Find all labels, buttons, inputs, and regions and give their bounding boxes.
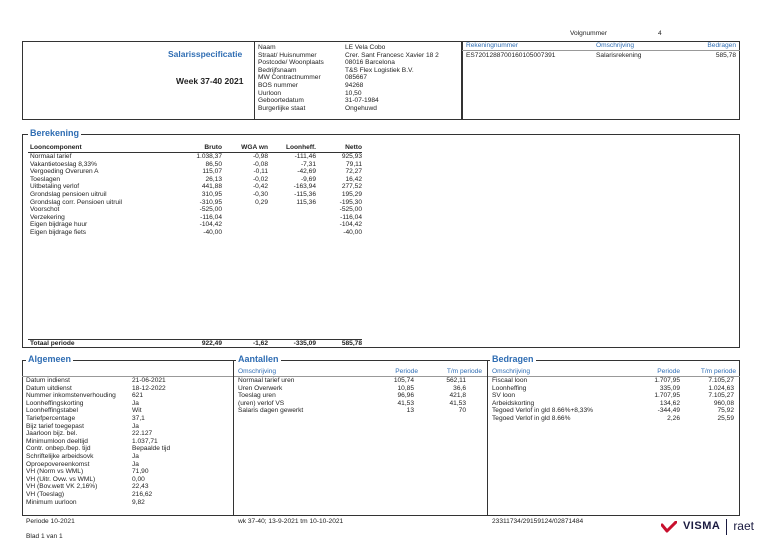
- aantallen-tm-cell: 70: [458, 407, 466, 415]
- col-loonheff: Loonheff.: [285, 144, 316, 151]
- bedragen-col-tm: T/m periode: [700, 368, 736, 375]
- bruto-cell: 1.038,37: [196, 153, 222, 160]
- bedragen-periode: [630, 377, 680, 423]
- algemeen-labels: [26, 377, 116, 506]
- bank-rekening: ES7201288700160105007391: [466, 52, 556, 59]
- bruto-cell: 86,50: [205, 160, 222, 168]
- algemeen-label: Datum indienst: [26, 377, 70, 384]
- bedragen-tm-cell: 960,08: [713, 399, 734, 407]
- netto-cell: -104,42: [339, 221, 362, 229]
- bank-header-line: [462, 50, 740, 51]
- algemeen-label: Loonheffingskorting: [26, 399, 84, 407]
- algemeen-value: Ja: [132, 452, 139, 460]
- totaal-label: Totaal periode: [30, 340, 75, 347]
- wga-cell: -0,08: [252, 160, 268, 168]
- bank-col-omschrijving: Omschrijving: [596, 42, 635, 49]
- label-uurloon: Uurloon: [258, 89, 282, 97]
- wga-cell: -0,42: [252, 183, 268, 191]
- berekening-title: Berekening: [30, 128, 80, 138]
- loonheff-cell: -115,36: [294, 190, 316, 198]
- netto-cell: -195,30: [339, 198, 362, 206]
- visma-check-icon: [661, 521, 677, 533]
- netto-cell: 277,52: [341, 183, 362, 191]
- algemeen-label: Nummer inkomstenverhouding: [26, 392, 116, 400]
- aantallen-row: (uren) verlof VS: [238, 399, 285, 407]
- aantallen-col-omschrijving: Omschrijving: [238, 368, 277, 375]
- logo-raet-text: raet: [733, 519, 754, 534]
- loonheff-cell: 115,36: [296, 198, 316, 206]
- algemeen-title: Algemeen: [28, 354, 72, 364]
- loonheff-cell: -7,31: [300, 160, 316, 168]
- footer-code: 23311734/29159124/02871484: [492, 518, 584, 525]
- wga-cell: 0,29: [255, 198, 268, 206]
- label-postcode: Postcode/ Woonplaats: [258, 59, 324, 67]
- bedragen-col-periode: Periode: [657, 368, 680, 375]
- algemeen-value: 22,43: [132, 483, 149, 491]
- bruto-cell: -525,00: [199, 206, 222, 214]
- col-bruto: Bruto: [204, 144, 222, 151]
- totaal-loonheff: -335,09: [293, 340, 316, 347]
- volgnummer-label: Volgnummer: [570, 30, 608, 37]
- footer-wk: wk 37-40; 13-9-2021 tm 10-10-2021: [238, 518, 344, 525]
- algemeen-label: Schriftelijke arbeidsovk: [26, 452, 94, 460]
- bedragen-tm-cell: 25,59: [717, 414, 734, 422]
- loonheff-cell: -163,94: [293, 183, 316, 191]
- bedragen-row: Fiscaal loon: [492, 377, 528, 384]
- aantallen-periode-cell: 105,74: [393, 377, 414, 384]
- aantallen-periode-cell: 13: [406, 407, 414, 415]
- totaal-bruto: 922,49: [201, 340, 222, 347]
- algemeen-label: Loonheffingstabel: [26, 407, 78, 415]
- aantallen-periode-cell: 96,96: [397, 392, 414, 400]
- bedragen-tm-cell: 75,92: [717, 407, 734, 415]
- component-row: Verzekering: [30, 213, 65, 221]
- netto-cell: 195,29: [341, 190, 362, 198]
- algemeen-label: VH (Norm vs WML): [26, 468, 84, 476]
- berekening-box: [22, 134, 740, 348]
- col-wga: WGA wn: [241, 144, 268, 151]
- value-postcode: 08016 Barcelona: [345, 59, 395, 67]
- aantallen-tm: [424, 377, 466, 415]
- component-row: Eigen bijdrage huur: [30, 221, 88, 229]
- bedragen-col-omschrijving: Omschrijving: [492, 368, 531, 375]
- bedragen-periode-cell: 134,62: [659, 399, 680, 407]
- berekening-components: [30, 153, 122, 237]
- bedragen-tm-cell: 7.105,27: [708, 392, 734, 400]
- algemeen-label: Bijz tarief toegepast: [26, 422, 84, 430]
- loonheff-cell: -111,46: [294, 153, 316, 160]
- bedragen-tm: [684, 377, 734, 423]
- bank-bedrag: 585,78: [715, 52, 736, 59]
- visma-raet-logo: [661, 518, 754, 536]
- algemeen-value: Ja: [132, 460, 139, 468]
- aantallen-periode: [372, 377, 414, 415]
- divider-2: [487, 360, 488, 516]
- netto-cell: 925,93: [341, 153, 362, 160]
- bedragen-row: Loonheffing: [492, 384, 527, 392]
- algemeen-label: Minimumloon deeltijd: [26, 437, 88, 445]
- aantallen-tm-cell: 421,8: [449, 392, 466, 400]
- value-burgerlijk: Ongehuwd: [345, 104, 377, 112]
- label-bedrijf: Bedrijfsnaam: [258, 66, 297, 74]
- netto-cell: -40,00: [343, 228, 362, 236]
- bedragen-row: Tegoed Verlof in gld 8.66%: [492, 414, 571, 422]
- bruto-cell: -116,04: [200, 213, 222, 221]
- label-geboorte: Geboortedatum: [258, 97, 304, 105]
- bedragen-periode-cell: 1.707,95: [654, 377, 680, 384]
- wga-cell: -0,98: [252, 153, 268, 160]
- label-bos: BOS nummer: [258, 81, 298, 89]
- bedragen-row: Arbeidskorting: [492, 399, 535, 407]
- totaal-wga: -1,62: [252, 340, 268, 347]
- algemeen-value: 0,00: [132, 475, 145, 483]
- algemeen-value: 22.127: [132, 430, 153, 438]
- value-bedrijf: T&S Flex Logistiek B.V.: [345, 66, 414, 74]
- bruto-cell: 310,95: [201, 190, 222, 198]
- bedragen-row: SV loon: [492, 392, 516, 400]
- aantallen-col-periode: Periode: [395, 368, 418, 375]
- bank-omschrijving: Salarisrekening: [596, 52, 642, 59]
- component-row: Normaal tarief: [30, 153, 72, 160]
- bruto-cell: 115,07: [202, 168, 222, 176]
- bedragen-periode-cell: 335,09: [659, 384, 680, 392]
- algemeen-value: 71,90: [132, 468, 149, 476]
- loonheff-cell: -9,69: [300, 175, 316, 183]
- bedragen-rows: [492, 377, 593, 423]
- header-labels: [258, 44, 324, 112]
- algemeen-label: Oproepovereenkomst: [26, 460, 90, 468]
- wga-cell: -0,30: [252, 190, 268, 198]
- component-row: Grondslag pensioen uitruil: [30, 190, 107, 198]
- component-row: Uitbetaling verlof: [30, 183, 80, 191]
- bank-col-bedragen: Bedragen: [707, 42, 736, 49]
- algemeen-label: VH (Uitr. Ovw. vs WML): [26, 475, 96, 483]
- wga-values: [226, 153, 268, 206]
- bruto-cell: -310,95: [199, 198, 222, 206]
- aantallen-tm-cell: 36,6: [453, 384, 466, 392]
- algemeen-value: Wit: [132, 407, 142, 415]
- col-looncomponent: Looncomponent: [30, 144, 82, 151]
- algemeen-value: 216,62: [132, 490, 153, 498]
- bedragen-periode-cell: 2,26: [667, 414, 680, 422]
- label-straat: Straat/ Huisnummer: [258, 51, 317, 59]
- algemeen-value: Bepaalde tijd: [132, 445, 171, 453]
- wga-cell: -0,11: [253, 168, 268, 176]
- header-divider: [254, 41, 255, 120]
- aantallen-row: Uren Overwerk: [238, 384, 283, 392]
- week-label: Week 37-40 2021: [176, 76, 244, 86]
- wga-cell: -0,02: [252, 175, 268, 183]
- aantallen-rows: [238, 377, 303, 415]
- value-geboorte: 31-07-1984: [345, 97, 379, 105]
- algemeen-value: 621: [132, 392, 144, 400]
- algemeen-label: Jaarloon bijz. bel.: [26, 430, 78, 438]
- logo-visma-text: VISMA: [682, 520, 721, 533]
- algemeen-value: 18-12-2022: [132, 384, 166, 392]
- bruto-cell: -40,00: [203, 228, 222, 236]
- algemeen-value: Ja: [132, 399, 139, 407]
- component-row: Eigen bijdrage fiets: [30, 228, 87, 236]
- netto-cell: -525,00: [339, 206, 362, 214]
- bruto-cell: 441,88: [201, 183, 222, 191]
- netto-values: [320, 153, 362, 237]
- algemeen-label: Contr. onbep./bep. tijd: [26, 445, 91, 453]
- algemeen-value: 37,1: [132, 414, 145, 422]
- totaal-netto: 585,78: [341, 340, 362, 347]
- algemeen-value: Ja: [132, 422, 139, 430]
- bedragen-title: Bedragen: [492, 354, 534, 364]
- aantallen-periode-cell: 10,85: [397, 384, 414, 392]
- component-row: Voorschot: [30, 206, 60, 214]
- aantallen-row: Salaris dagen gewerkt: [238, 407, 304, 415]
- col-netto: Netto: [345, 144, 362, 151]
- loonheff-cell: -42,69: [297, 168, 316, 176]
- algemeen-label: Datum uitdienst: [26, 384, 72, 392]
- algemeen-label: Minimum uurloon: [26, 498, 77, 506]
- footer-blad: Blad 1 van 1: [26, 533, 63, 540]
- aantallen-row: Normaal tarief uren: [238, 377, 295, 384]
- bedragen-tm-cell: 7.105,27: [708, 377, 734, 384]
- label-contract: MW Contractnummer: [258, 74, 321, 82]
- loonheff-values: [274, 153, 316, 206]
- algemeen-value: 9,82: [132, 498, 145, 506]
- algemeen-label: VH (Toeslag): [26, 490, 65, 498]
- aantallen-title: Aantallen: [238, 354, 279, 364]
- component-row: Grondslag corr. Pensioen uitruil: [30, 198, 122, 206]
- value-bos: 94268: [345, 81, 364, 89]
- page-title: Salarisspecificatie: [168, 49, 243, 59]
- label-naam: Naam: [258, 44, 276, 51]
- bedragen-periode-cell: -344,49: [657, 407, 680, 415]
- algemeen-label: VH (Bov.wett VK 2,16%): [26, 483, 98, 491]
- component-row: Vakantietoeslag 8,33%: [30, 160, 97, 168]
- aantallen-tm-cell: 562,11: [446, 377, 466, 384]
- algemeen-values: [132, 377, 170, 506]
- volgnummer-value: 4: [658, 30, 662, 37]
- aantallen-tm-cell: 41,53: [449, 399, 466, 407]
- bruto-cell: 26,13: [205, 175, 222, 183]
- footer-periode: Periode 10-2021: [26, 518, 75, 525]
- algemeen-label: Tariefpercentage: [26, 414, 76, 422]
- bedragen-tm-cell: 1.024,63: [708, 384, 734, 392]
- netto-cell: 79,11: [345, 160, 362, 168]
- netto-cell: 16,42: [345, 175, 362, 183]
- netto-cell: 72,27: [345, 168, 362, 176]
- bedragen-row: Tegoed Verlof in gld 8.66%+8,33%: [492, 407, 593, 415]
- bruto-values: [170, 153, 222, 237]
- value-contract: 085667: [345, 74, 368, 82]
- value-straat: Crer. Sant Francesc Xavier 18 2: [345, 51, 439, 59]
- component-row: Vergoeding Overuren A: [30, 168, 99, 176]
- algemeen-value: 1.037,71: [132, 437, 158, 445]
- value-uurloon: 10,50: [345, 89, 362, 97]
- aantallen-periode-cell: 41,53: [397, 399, 414, 407]
- netto-cell: -116,04: [340, 213, 362, 221]
- bruto-cell: -104,42: [199, 221, 222, 229]
- divider-1: [233, 360, 234, 516]
- header-values: [345, 44, 439, 112]
- logo-separator: [726, 519, 727, 535]
- algemeen-value: 21-06-2021: [132, 377, 166, 384]
- label-burgerlijk: Burgerlijke staat: [258, 104, 306, 112]
- component-row: Toeslagen: [30, 175, 61, 183]
- value-naam: LE Vela Cobo: [345, 44, 386, 51]
- bedragen-periode-cell: 1.707,95: [654, 392, 680, 400]
- aantallen-col-tm: T/m periode: [446, 368, 482, 375]
- aantallen-row: Toeslag uren: [238, 392, 276, 400]
- bank-col-rekening: Rekeningnummer: [466, 42, 519, 49]
